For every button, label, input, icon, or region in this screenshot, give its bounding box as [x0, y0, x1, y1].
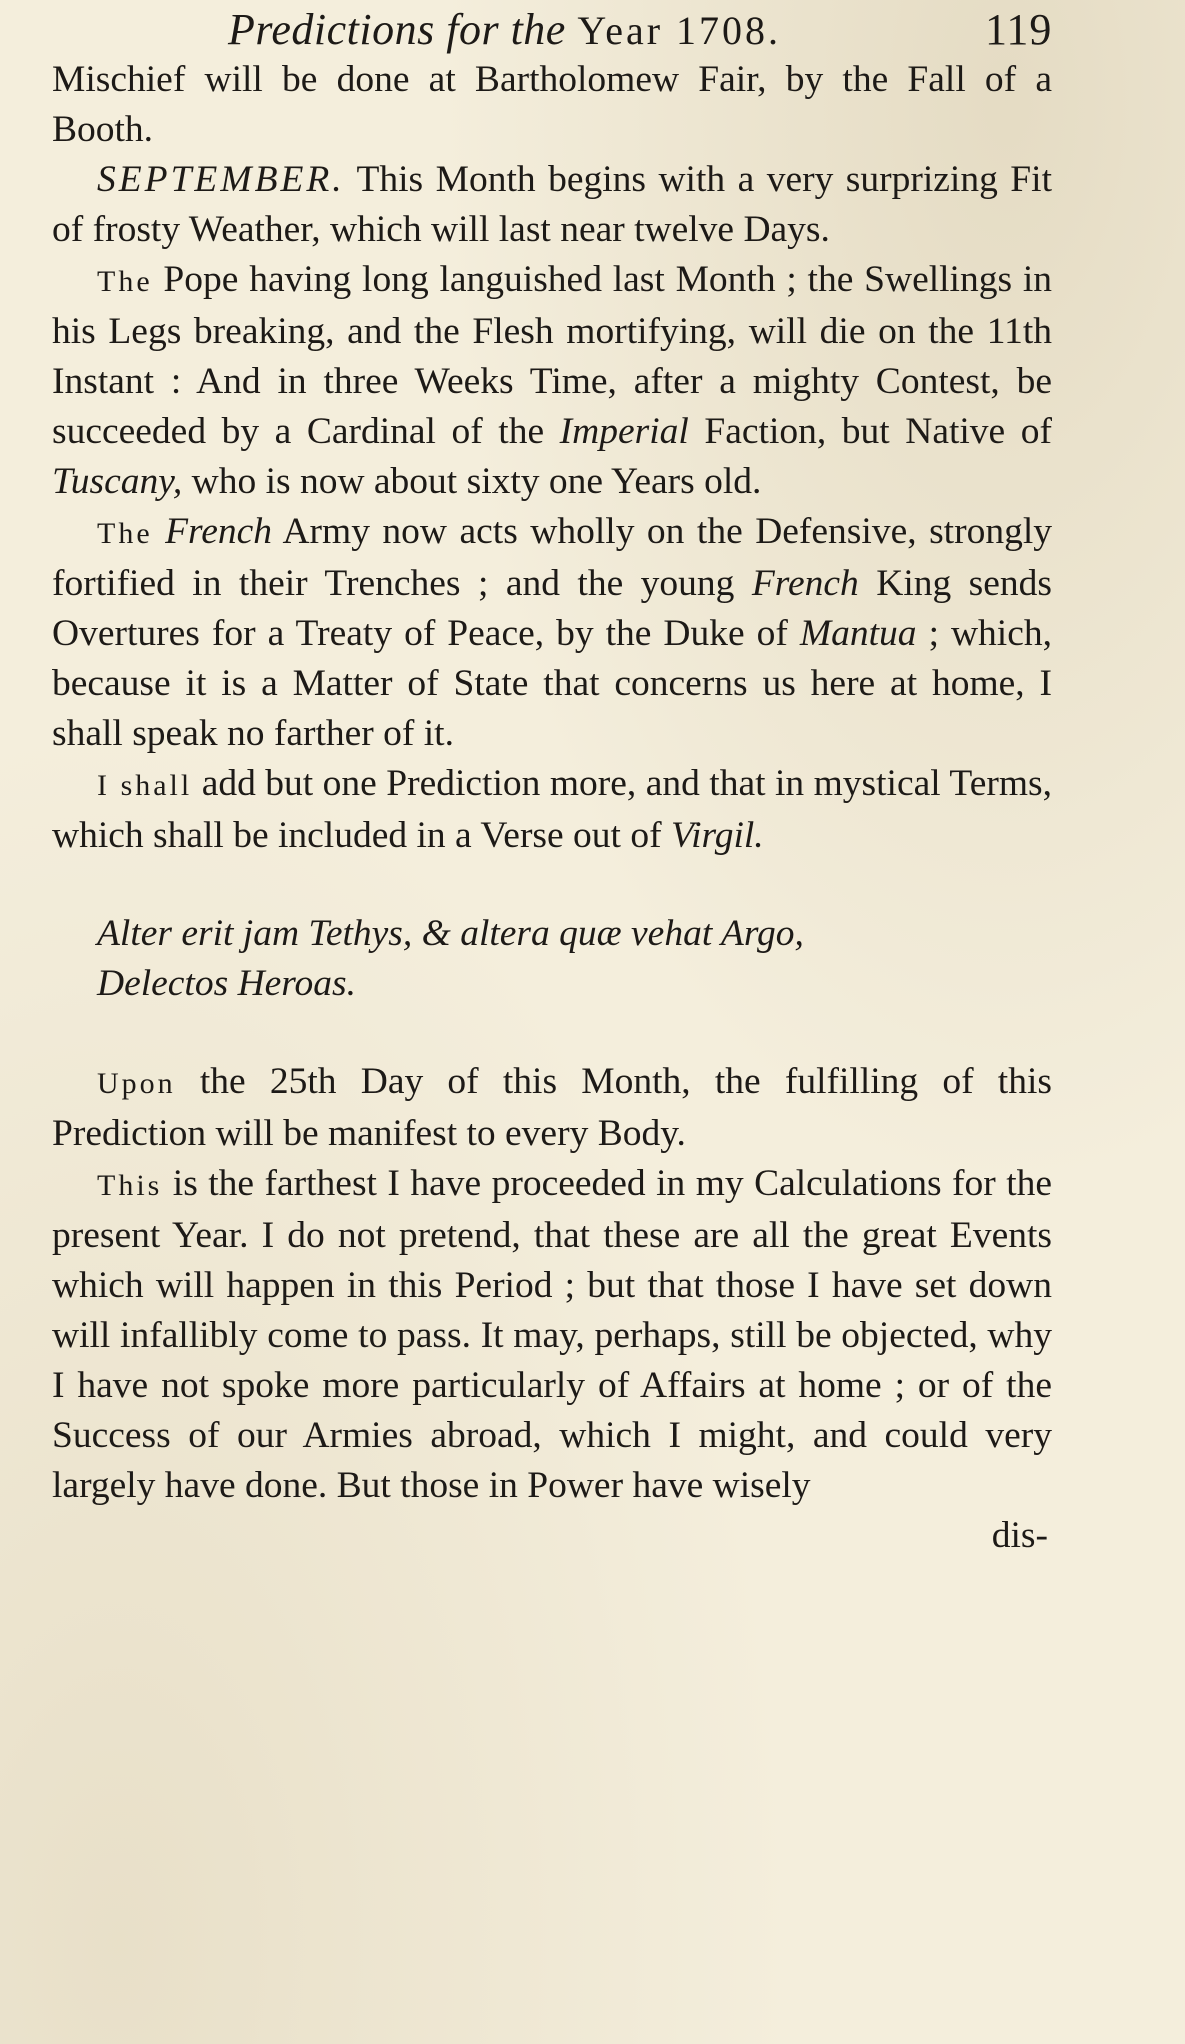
paragraph-september [52, 155, 1052, 255]
lead-word: The [97, 517, 153, 550]
italic-term: French [165, 511, 273, 552]
italic-term: Imperial [559, 411, 689, 452]
paragraph-text: Pope having long languished last Month ; the Swellings in his Legs breaking, and the Flesh mortifying, will die on the 11th Instant : And in three Weeks Time, after a mighty Contest, be succeeded by a Cardinal of the [52, 259, 1053, 452]
lead-word: This [97, 1169, 163, 1202]
italic-term: Virgil. [670, 815, 764, 856]
verse-line: Delectos Heroas. [97, 963, 356, 1004]
body-text [52, 55, 1052, 1561]
italic-term: Tuscany, [52, 461, 183, 502]
paragraph-farthest [52, 1159, 1052, 1511]
catchword-text: dis- [991, 1515, 1048, 1556]
latin-verse [97, 909, 1052, 1009]
verse-line: Alter erit jam Tethys, & altera quæ vehat Argo, [97, 913, 804, 954]
running-head [228, 4, 781, 55]
running-title: Predictions for the [228, 5, 566, 54]
catchword [52, 1511, 1052, 1561]
italic-term: French [751, 563, 859, 604]
paragraph-text: is the farthest I have proceeded in my Calculations for the present Year. I do not pretend, that these are all the great Events which will happen in this Period ; but that those I have set down will infallibly come to pass. It may, perhaps, still be objected, why I have not spoke more particularly of Affairs at home ; or of the Success of our Armies abroad, which I might, and could very largely have done. But those in Power have wisely [52, 1163, 1053, 1506]
lead-word: Upon [97, 1067, 176, 1100]
paragraph-bartholomew [52, 55, 1052, 155]
lead-word: The [97, 265, 153, 298]
paragraph-text: King sends Overtures for a Treaty of Peace, by the Duke of [52, 563, 1053, 654]
month-heading: SEPTEMBER. [97, 159, 345, 200]
lead-word: I shall [97, 769, 193, 802]
paragraph-text: ; which, because it is a Matter of State that concerns us here at home, I shall speak no farther of it. [52, 613, 1052, 754]
paragraph-text: Faction, but Native of [704, 411, 1052, 452]
paragraph-text: Mischief will be done at Bartholomew Fair, by the Fall of a Booth. [52, 59, 1052, 150]
running-year: Year 1708. [577, 8, 782, 53]
paragraph-french-army [52, 507, 1052, 759]
page-header [0, 0, 1185, 60]
paragraph-pope [52, 255, 1052, 507]
italic-term: Mantua [799, 613, 917, 654]
paragraph-fulfilling [52, 1057, 1052, 1159]
paragraph-text: the 25th Day of this Month, the fulfilling of this Prediction will be manifest to every Body. [52, 1061, 1052, 1154]
page-number: 119 [985, 5, 1053, 54]
paragraph-text: Army now acts wholly on the Defensive, strongly fortified in their Trenches ; and the young [52, 511, 1052, 604]
paragraph-text: add but one Prediction more, and that in mystical Terms, which shall be included in a Verse out of [52, 763, 1052, 856]
paragraph-text: who is now about sixty one Years old. [191, 461, 762, 502]
paragraph-prediction [52, 759, 1052, 861]
paragraph-text: This Month begins with a very surprizing Fit of frosty Weather, which will last near twelve Days. [52, 159, 1052, 250]
